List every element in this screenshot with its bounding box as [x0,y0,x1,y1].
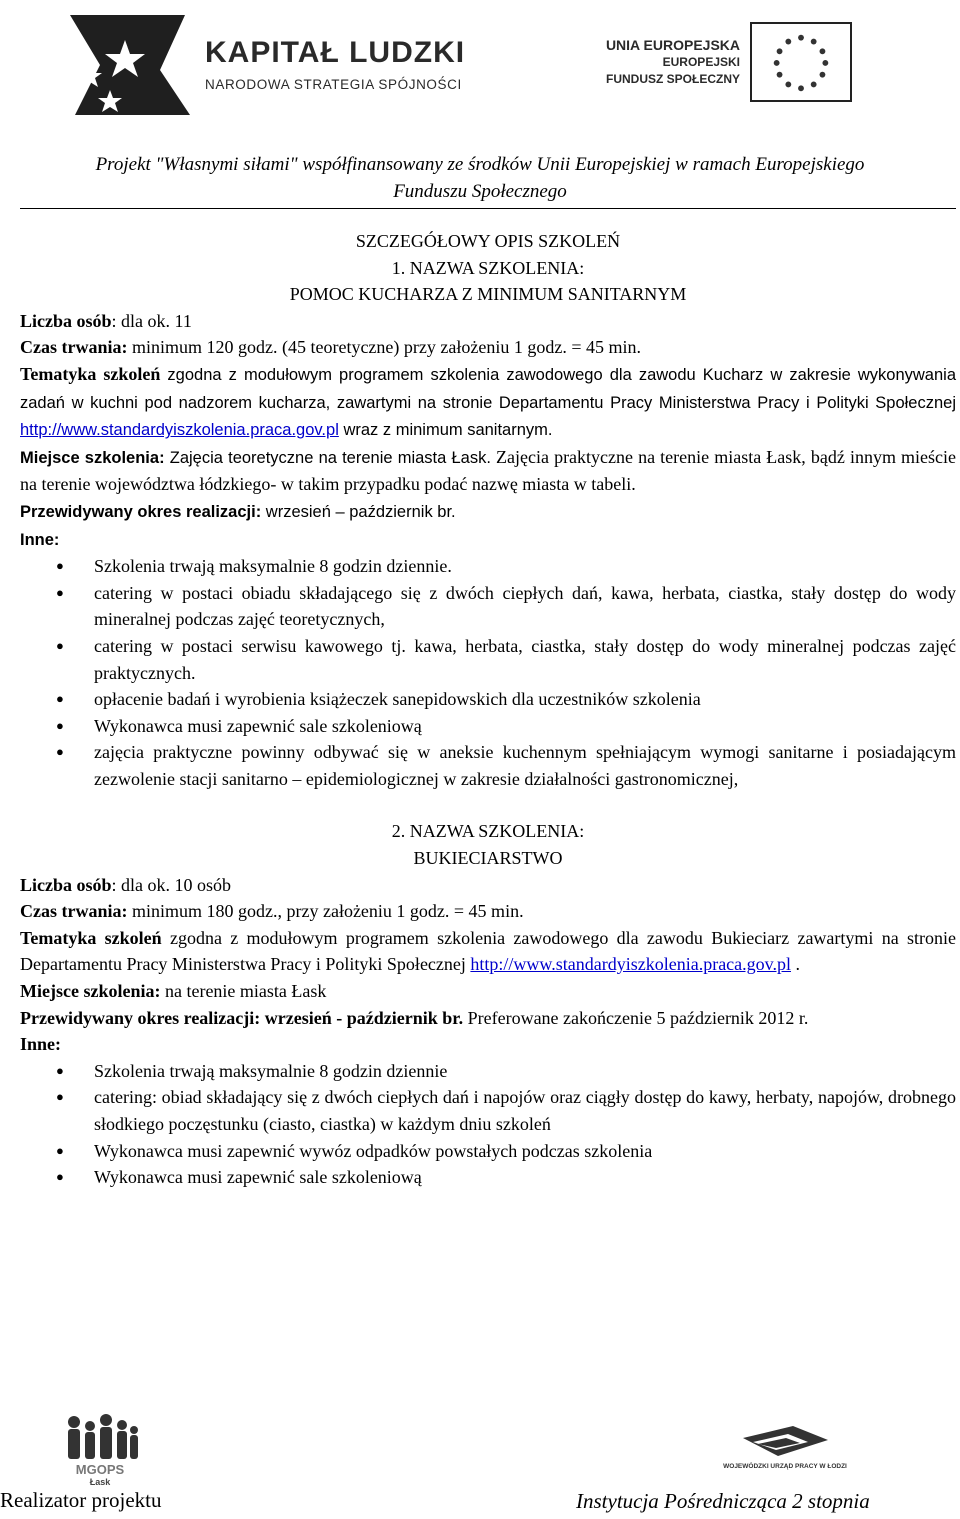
section-spacer [20,792,956,818]
training1-period-value: wrzesień – październik br. [261,502,456,521]
training1-topics [20,361,956,444]
training1-people-value: : dla ok. 11 [111,310,192,331]
training1-other-list [20,553,956,792]
project-header-line1: Projekt "Własnymi siłami" współfinansowany ze środków Unii Europejskiej w ramach Europejskiego [95,154,865,175]
training1-topics-value: zgodna z modułowym programem szkolenia zawodowego dla zawodu Kucharz w zakresie wykonywania zadań w kuchni pod nadzorem kucharza, zawartymi na stronie Departamentu Pracy Ministerstwa Pracy i Polityki Społecznej [20,365,956,412]
eu-logo-line1: UNIA EUROPEJSKA [605,37,740,53]
training2-people-label: Liczba osób [20,874,112,895]
training1-place [20,444,956,498]
eu-logo-line2: EUROPEJSKI [662,55,740,69]
training2-period-value: Preferowane zakończenie 5 październik 2012 r. [463,1007,809,1028]
training1-place-label: Miejsce szkolenia: [20,448,165,467]
mgops-logo-text: MGOPS [75,1462,125,1477]
training2-place-value: na terenie miasta Łask [160,981,327,1002]
training2-topics-label: Tematyka szkoleń [20,927,162,948]
training2-topics-value: zgodna z modułowym programem szkolenia zawodowego dla zawodu Bukieciarz zawartymi na stronie Departamentu Pracy Ministerstwa Pracy i Polityki Społecznej [20,927,956,975]
eu-logo-text [590,37,740,88]
doc-title: SZCZEGÓŁOWY OPIS SZKOLEŃ [355,231,621,251]
training1-topics-tail: wraz z minimum sanitarnym. [338,421,553,440]
footer-intermediate-institution: Instytucja Pośrednicząca 2 stopnia [576,1489,870,1513]
training2-duration [20,898,956,925]
training2-standards-link[interactable]: http://www.standardyiszkolenia.praca.gov.pl [470,954,791,975]
training2-heading: 2. NAZWA SZKOLENIA: [391,821,585,842]
training1-place-value-theory: Zajęcia teoretyczne na terenie miasta Łask. [164,448,491,467]
training1-place-value-practice: Zajęcia praktyczne na terenie miasta Łask, bądź innym mieście na terenie województwa łódzkiego- w takim przypadku podać nazwę miasta w tabeli. [20,446,957,495]
training2-period-label: Przewidywany okres realizacji: wrzesień - październik br. [20,1007,464,1028]
wup-logo-text: WOJEWÓDZKI URZĄD PRACY W ŁODZI [723,1463,847,1470]
list-item: ● catering w postaci serwisu kawowego tj. kawa, herbata, ciastka, stały dostęp do wody mineralnej podczas zajęć praktycznych. [94,633,956,686]
training1-period-label: Przewidywany okres realizacji: [20,502,262,521]
people-silhouettes-icon [68,1414,138,1459]
training1-duration [20,334,956,361]
list-item: ● catering: obiad składający się z dwóch ciepłych dań i napojów oraz ciągły dostęp do kawy, herbaty, napojów, drobnego słodkiego poczęstunku (ciasto, ciastka) w każdym dniu szkoleń [94,1084,956,1137]
list-item: ● Wykonawca musi zapewnić sale szkoleniową [94,1164,956,1191]
mgops-logo [60,1412,140,1487]
header-divider [20,208,956,209]
training1-name: POMOC KUCHARZA Z MINIMUM SANITARNYM [289,284,687,305]
training2-duration-label: Czas trwania: [20,901,128,922]
eu-logo-line3: FUNDUSZ SPOŁECZNY [605,72,740,86]
training2-name: BUKIECIARSTWO [413,848,563,869]
training2-place-label: Miejsce szkolenia: [20,981,161,1002]
training1-people-label: Liczba osób [20,310,112,331]
training1-duration-label: Czas trwania: [20,337,128,358]
project-header [20,151,940,205]
training2-people [20,872,956,899]
project-header-line2: Funduszu Społecznego [393,181,567,202]
list-item: ● catering w postaci obiadu składającego się z dwóch ciepłych dań, kawa, herbata, ciastka, stały dostęp do wody mineralnej podczas zajęć teoretycznych, [94,580,956,633]
wup-emblem-icon [743,1426,828,1456]
list-item: ● Wykonawca musi zapewnić sale szkoleniową [94,713,956,740]
training2-duration-value: minimum 180 godz., przy założeniu 1 godz. = 45 min. [127,901,524,922]
list-item: ● zajęcia praktyczne powinny odbywać się w aneksie kuchennym spełniającym wymogi sanitarne i posiadającym zezwolenie stacji sanitarno – epidemiologicznej w zakresie działalności gastronomicznej, [94,739,956,792]
kapital-ludzki-subtitle: NARODOWA STRATEGIA SPÓJNOŚCI [205,77,462,92]
list-item: ● opłacenie badań i wyrobienia książeczek sanepidowskich dla uczestników szkolenia [94,686,956,713]
training1-topics-label: Tematyka szkoleń [20,363,161,384]
list-item: ● Wykonawca musi zapewnić wywóz odpadków powstałych podczas szkolenia [94,1138,956,1165]
training2-place [20,978,956,1005]
training2-other-label: Inne: [20,1034,62,1055]
document-body [20,228,956,1191]
training1-people [20,308,956,335]
list-item: ● Szkolenia trwają maksymalnie 8 godzin dziennie. [94,553,956,580]
eu-flag-icon [750,22,852,102]
mgops-logo-sub: Łask [89,1477,111,1487]
training1-other-label: Inne: [20,530,60,549]
footer-realizator: Realizator projektu [0,1488,162,1512]
wup-lodz-logo [723,1418,847,1488]
training2-period [20,1005,956,1032]
training2-people-value: : dla ok. 10 osób [111,874,232,895]
training2-other-list [20,1058,956,1191]
training1-duration-value: minimum 120 godz. (45 teoretyczne) przy założeniu 1 godz. = 45 min. [127,337,641,358]
kapital-ludzki-emblem [70,15,190,115]
list-item: ● Szkolenia trwają maksymalnie 8 godzin dziennie [94,1058,956,1085]
kapital-ludzki-title: KAPITAŁ LUDZKI [205,36,466,69]
training2-topics [20,925,956,978]
training1-standards-link[interactable]: http://www.standardyiszkolenia.praca.gov.pl [20,421,339,440]
training1-period [20,498,956,526]
training1-heading: 1. NAZWA SZKOLENIA: [391,257,585,278]
training2-topics-tail: . [791,954,800,975]
